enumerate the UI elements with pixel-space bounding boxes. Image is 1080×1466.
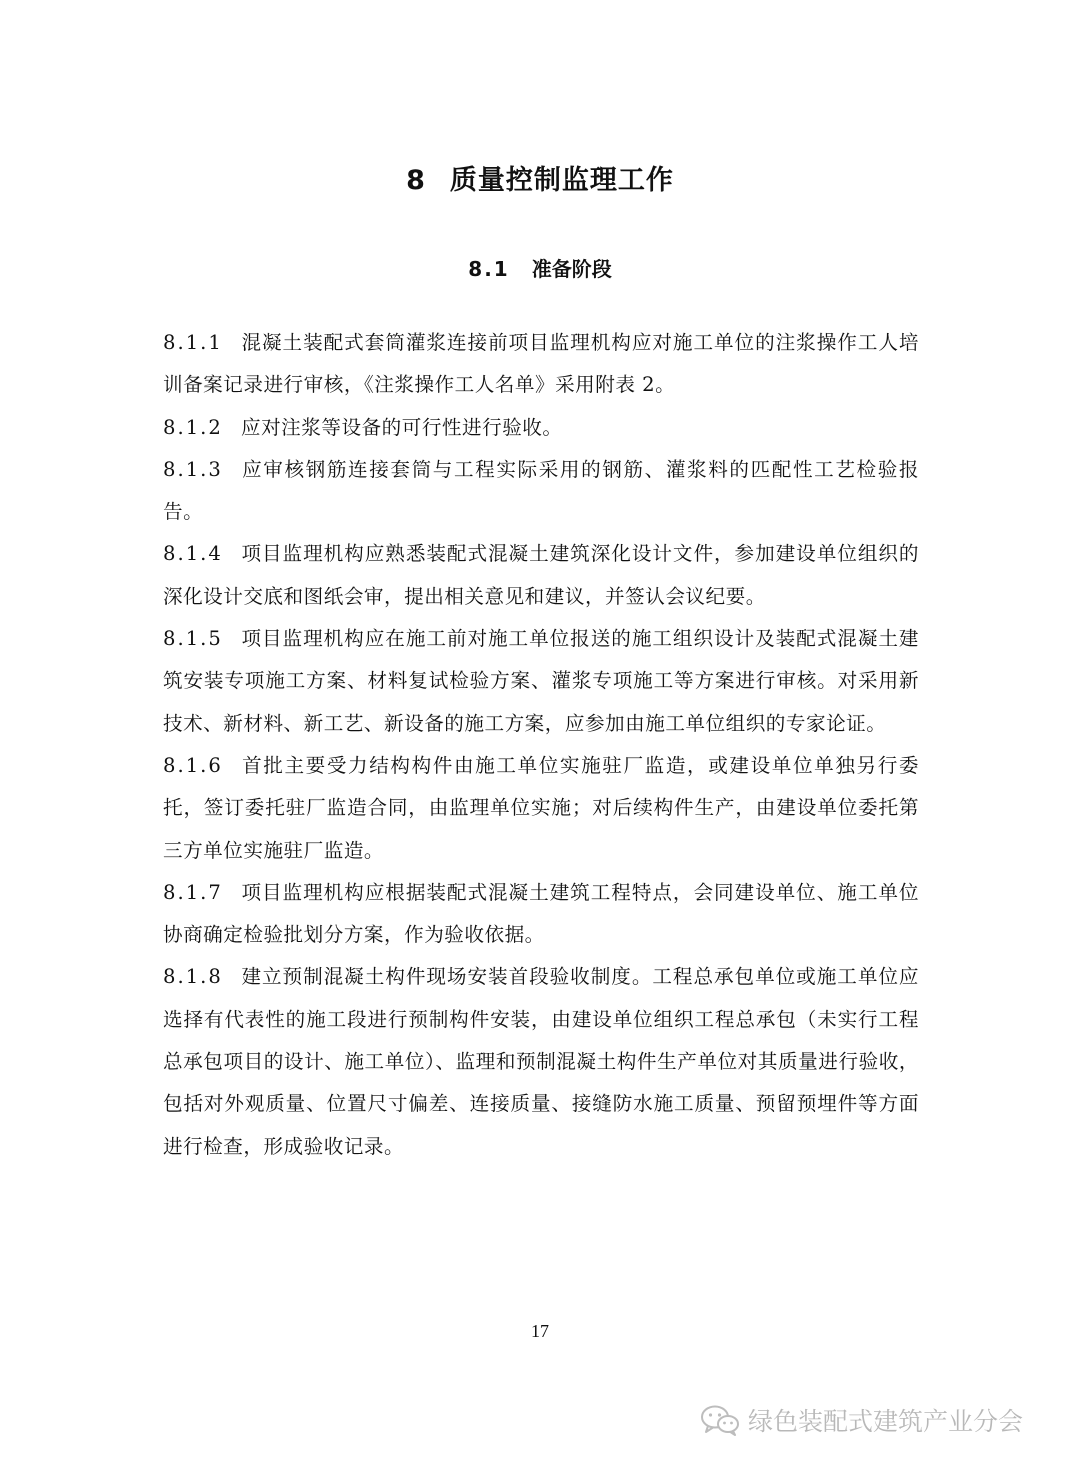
chapter-title-text: 质量控制监理工作 [449,165,674,196]
section-title-text: 准备阶段 [531,257,612,281]
clause-number: 8.1.5 [163,627,223,651]
clause-8-1-6 [163,745,919,872]
clause-8-1-7 [163,872,919,957]
clause-text: 项目监理机构应在施工前对施工单位报送的施工组织设计及装配式混凝土建筑安装专项施工方案、材料复试检验方案、灌浆专项施工等方案进行审核。对采用新技术、新材料、新工艺、新设备的施工方案，应参加由施工单位组织的专家论证。 [163,627,919,735]
clause-8-1-1 [163,322,919,407]
clause-text: 建立预制混凝土构件现场安装首段验收制度。工程总承包单位或施工单位应选择有代表性的施工段进行预制构件安装，由建设单位组织工程总承包（未实行工程总承包项目的设计、施工单位）、监理和预制混凝土构件生产单位对其质量进行验收，包括对外观质量、位置尺寸偏差、连接质量、接缝防水施工质量、预留预埋件等方面进行检查，形成验收记录。 [163,965,919,1158]
watermark-text: 绿色装配式建筑产业分会 [748,1407,1024,1436]
clause-list [163,322,919,1168]
clause-number: 8.1.8 [163,965,223,989]
clause-8-1-3 [163,449,919,534]
clause-text: 项目监理机构应根据装配式混凝土建筑工程特点，会同建设单位、施工单位协商确定检验批划分方案，作为验收依据。 [163,880,919,947]
clause-8-1-8 [163,956,919,1167]
clause-text: 项目监理机构应熟悉装配式混凝土建筑深化设计文件，参加建设单位组织的深化设计交底和图纸会审，提出相关意见和建议，并签认会议纪要。 [163,542,919,608]
clause-number: 8.1.6 [163,753,223,777]
wechat-icon [700,1404,740,1436]
clause-text: 混凝土装配式套筒灌浆连接前项目监理机构应对施工单位的注浆操作工人培训备案记录进行审核，《注浆操作工人名单》采用附表 2。 [163,331,919,397]
clause-number: 8.1.3 [163,457,223,481]
clause-number: 8.1.2 [163,415,223,439]
page-number: 17 [531,1321,549,1341]
section-title [0,253,1080,282]
clause-number: 8.1.1 [163,331,223,354]
clause-8-1-2 [163,407,919,449]
watermark [700,1400,1023,1440]
chapter-title [0,158,1080,197]
clause-8-1-5 [163,618,919,745]
chapter-number: 8 [406,165,426,196]
clause-text: 应对注浆等设备的可行性进行验收。 [241,415,563,439]
clause-number: 8.1.4 [163,542,223,566]
clause-text: 应审核钢筋连接套筒与工程实际采用的钢筋、灌浆料的匹配性工艺检验报告。 [163,457,919,524]
section-number: 8.1 [468,257,510,281]
clause-8-1-4 [163,533,919,618]
clause-number: 8.1.7 [163,880,223,904]
clause-text: 首批主要受力结构构件由施工单位实施驻厂监造，或建设单位单独另行委托，签订委托驻厂监造合同，由监理单位实施；对后续构件生产，由建设单位委托第三方单位实施驻厂监造。 [163,753,919,862]
